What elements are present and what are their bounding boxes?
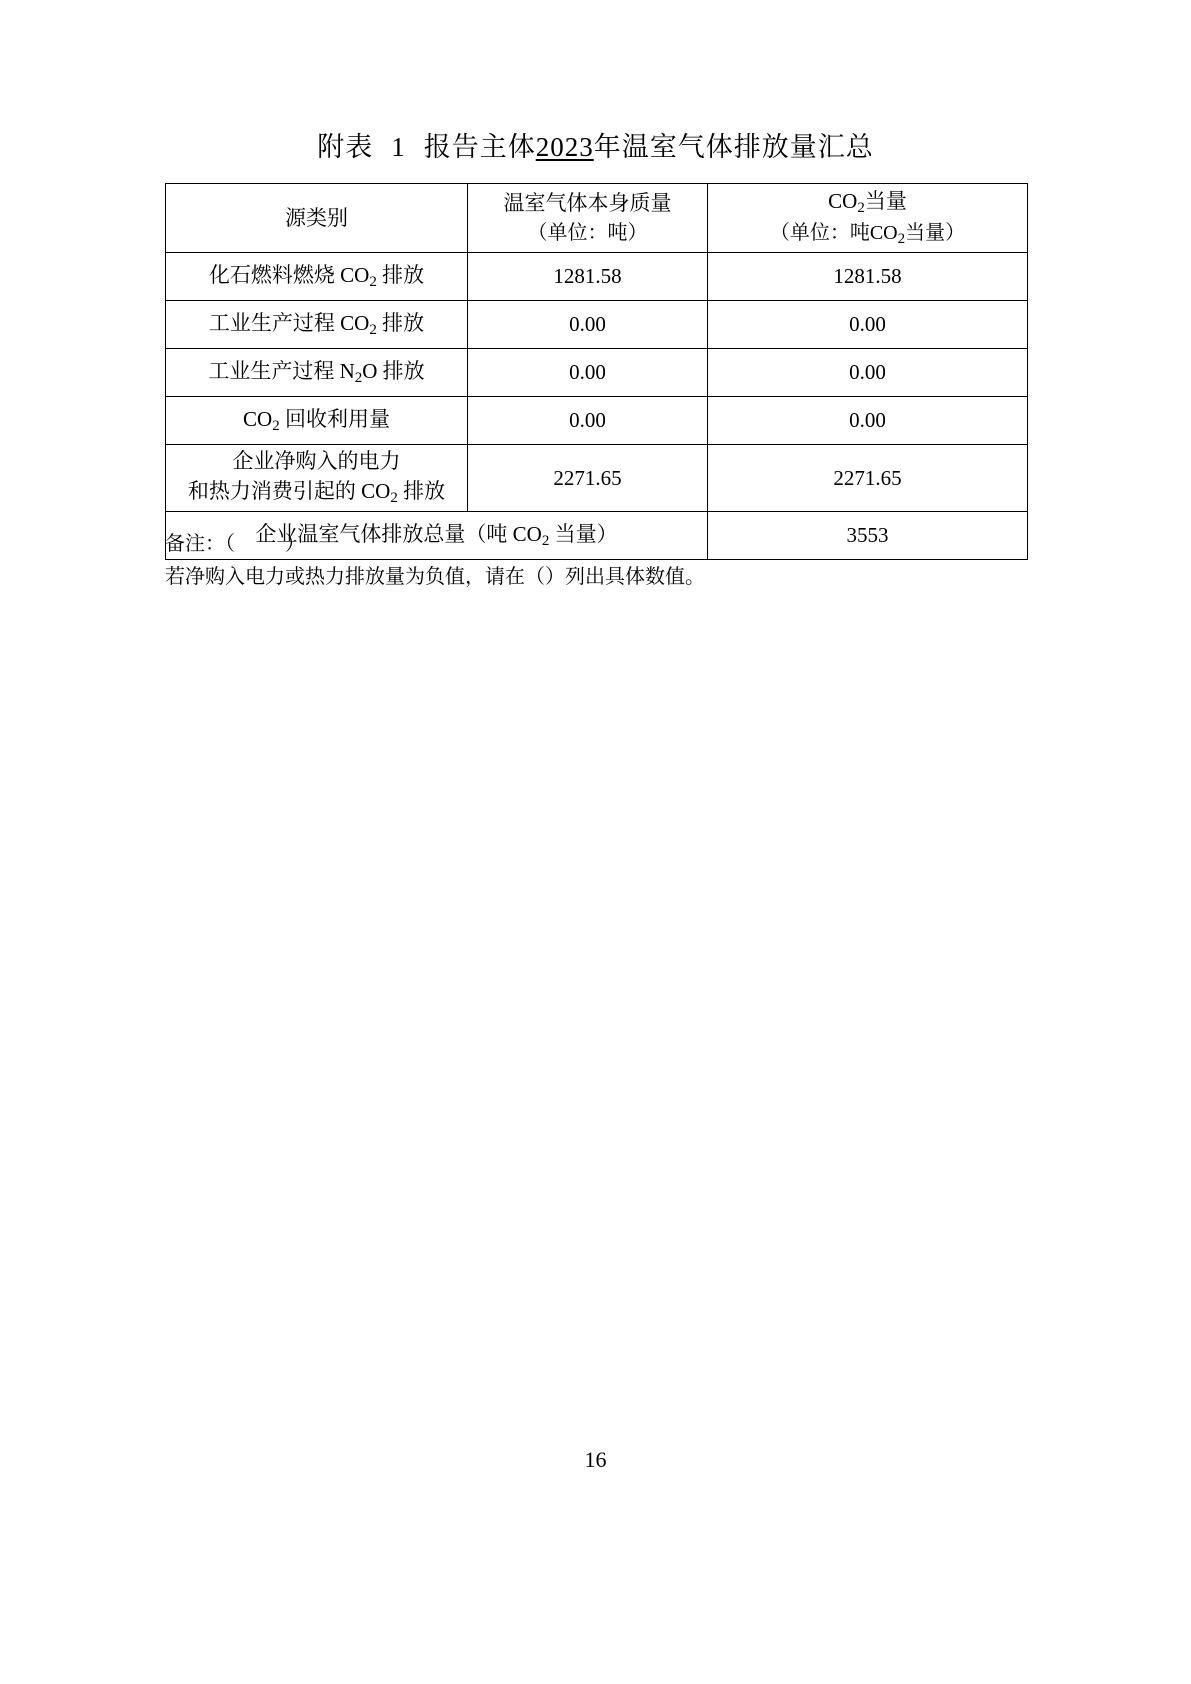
- row-co2e-industrial-n2o: 0.00: [708, 349, 1028, 397]
- row-value-total: 3553: [708, 512, 1028, 560]
- title-number: 1: [391, 132, 406, 162]
- row-label-co2-recovery: $CO_2$ 回收利用量: [166, 397, 468, 445]
- table-row: [166, 349, 1028, 397]
- row-co2e-fossil-fuel: 1281.58: [708, 253, 1028, 301]
- row-label-total: 企业温室气体排放总量（吨 $CO_2$ 当量）: [166, 512, 708, 560]
- row-mass-industrial-co2: 0.00: [468, 301, 708, 349]
- row-label-purchased-power-line1: 企业净购入的电力: [232, 449, 401, 474]
- title-prefix: 附表: [317, 132, 374, 162]
- emission-summary-table: [165, 183, 1028, 560]
- row-co2e-purchased-power: 2271.65: [708, 445, 1028, 512]
- title-main-a: 报告主体: [423, 132, 536, 162]
- header-co2e-line2: （单位：吨$CO_2$当量）: [769, 222, 966, 247]
- table-row: [166, 397, 1028, 445]
- header-source-category: 源类别: [166, 184, 468, 253]
- row-mass-purchased-power: 2271.65: [468, 445, 708, 512]
- note-line-1: 备注：（ ）: [165, 533, 305, 555]
- row-mass-fossil-fuel: 1281.58: [468, 253, 708, 301]
- row-label-industrial-n2o: 工业生产过程 $N_2O$ 排放: [166, 349, 468, 397]
- row-label-industrial-co2: 工业生产过程 $CO_2$ 排放: [166, 301, 468, 349]
- page-number: 16: [584, 1447, 607, 1472]
- row-co2e-co2-recovery: 0.00: [708, 397, 1028, 445]
- row-mass-industrial-n2o: 0.00: [468, 349, 708, 397]
- row-label-purchased-power: [166, 445, 468, 512]
- table-row: [166, 445, 1028, 512]
- row-mass-co2-recovery: 0.00: [468, 397, 708, 445]
- header-gas-mass-line1: 温室气体本身质量: [503, 191, 672, 216]
- table-row: [166, 253, 1028, 301]
- header-gas-mass: [468, 184, 708, 253]
- title-year: 2023: [535, 132, 594, 162]
- table-notes: [165, 528, 1065, 594]
- header-gas-mass-line2: （单位：吨）: [527, 221, 648, 244]
- row-label-purchased-power-line2: 和热力消费引起的 $CO_2$ 排放: [187, 479, 446, 507]
- row-label-fossil-fuel: 化石燃料燃烧 $CO_2$ 排放: [166, 253, 468, 301]
- page-title: [0, 125, 1191, 164]
- table-row: [166, 301, 1028, 349]
- title-main-b: 年温室气体排放量汇总: [593, 132, 874, 162]
- header-co2e: [708, 184, 1028, 253]
- table-header-row: [166, 184, 1028, 253]
- header-co2e-line1: $CO_2$当量: [828, 188, 907, 216]
- note-line-2: 若净购入电力或热力排放量为负值，请在（）列出具体数值。: [165, 566, 705, 588]
- row-co2e-industrial-co2: 0.00: [708, 301, 1028, 349]
